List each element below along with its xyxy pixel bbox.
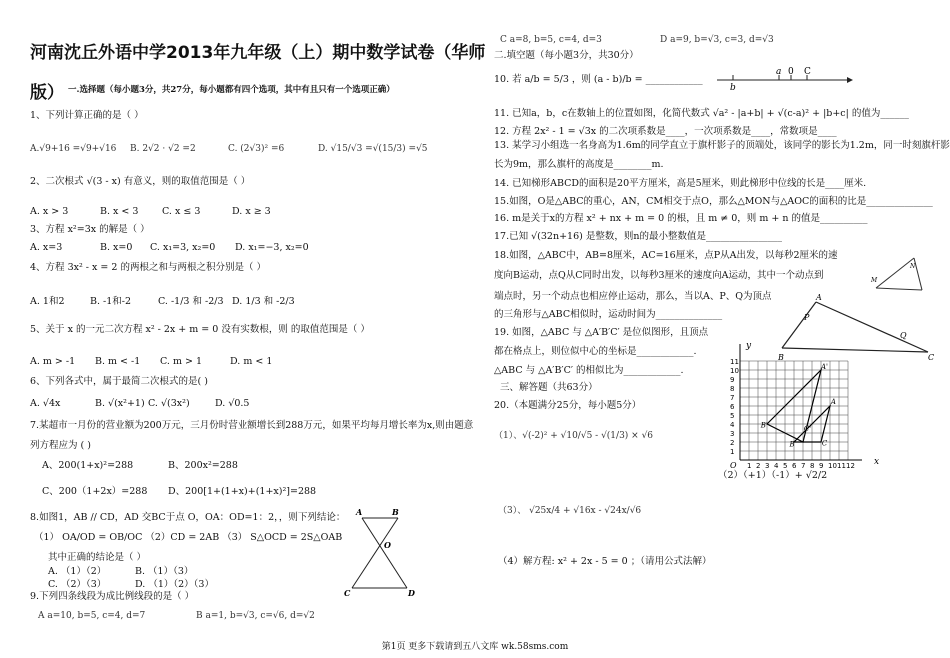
q2-stem: 2、二次根式 √(3 - x) 有意义，则的取值范围是（ ） [30, 176, 251, 187]
q16-text: 16. m是关于x的方程 x² + nx + m = 0 的根，且 m ≠ 0，则 m + n 的值是__________ [494, 213, 868, 224]
grid-xtick: 10 [828, 462, 837, 470]
q1-option-a: A.√9+16 =√9+√16 [30, 144, 117, 154]
section2-heading: 二.填空题（每小题3分，共30分） [494, 50, 639, 61]
q8-label-c: C [344, 588, 351, 598]
section1-heading: 一.选择题（每小题3分，共27分，每小题都有四个选项，其中有且只有一个选项正确） [68, 85, 395, 95]
grid-label-a-prime: A' [821, 363, 828, 372]
grid-origin: O [730, 461, 737, 470]
q20-part1: （1）、√(-2)² + √10/√5 - √(1/3) × √6 [494, 431, 654, 441]
grid-label-b: B [789, 440, 795, 449]
axis-label-a: a [776, 67, 782, 77]
grid-ylabel: y [746, 341, 752, 351]
q1-stem: 1、下列计算正确的是（ ） [30, 110, 144, 121]
q2-option-d: D. x ≥ 3 [232, 206, 271, 217]
q4-option-d: D. 1/3 和 -2/3 [232, 296, 295, 307]
q8-figure [340, 508, 430, 600]
axis-label-o: 0 [788, 67, 794, 77]
q9-option-b: B a=1, b=√3, c=√6, d=√2 [196, 611, 315, 621]
q7-option-c: C、200（1+2x）=288 [42, 486, 148, 497]
q8-option-b: B. （1）（3） [135, 566, 194, 577]
q14-text: 14. 已知梯形ABCD的面积是20平方厘米，高是5厘米，则此梯形中位线的长是____厘米. [494, 178, 867, 189]
q17-text: 17.已知 √(32n+16) 是整数，则n的最小整数值是________________ [494, 231, 782, 242]
q5-option-b: B. m < -1 [95, 356, 141, 367]
q19-grid-figure [722, 340, 882, 470]
grid-xtick: 9 [819, 462, 824, 470]
q18-label-p: P [804, 313, 810, 322]
q8-label-o: O [384, 540, 391, 550]
q8-label-a: A [356, 508, 363, 517]
q18-text-4: 的三角形与△ABC相似时，运动时间为______________ [494, 309, 723, 320]
q5-stem: 5、关于 x 的一元二次方程 x² - 2x + m = 0 没有实数根，则 的取值范围是（ ） [30, 324, 370, 335]
q11-text: 11. 已知a，b，c在数轴上的位置如图，化简代数式 √a² - |a+b| + √(c-a)² + |b+c| 的值为______ [494, 108, 909, 119]
q18-text-3: 端点时，另一个动点也相应停止运动，那么，当以A、P、Q为顶点 [494, 291, 772, 302]
grid-xlabel: x [874, 457, 880, 467]
q18-label-a: A [816, 293, 822, 302]
grid-label-a: A [830, 398, 836, 407]
grid-ytick: 2 [730, 439, 735, 447]
q15-text: 15.如图，O是△ABC的重心，AN，CM相交于点O，那么△MON与△AOC的面积的比是______________ [494, 196, 933, 207]
grid-ytick: 4 [730, 421, 735, 429]
q15-label-m: M [871, 277, 878, 284]
grid-xtick: 8 [810, 462, 815, 470]
q19-text: 19. 如图，△ABC 与 △A′B′C′ 是位似图形，且顶点 [494, 327, 709, 338]
q8-option-c: C. （2）（3） [48, 579, 107, 590]
q18-label-q: Q [900, 331, 907, 340]
q19-text-3: △ABC 与 △A′B′C′ 的相似比为____________. [494, 365, 684, 376]
q9-option-d: D a=9, b=√3, c=3, d=√3 [660, 35, 774, 45]
q15-figure [866, 254, 926, 294]
q7-option-d: D、200[1+(1+x)+(1+x)²]=288 [168, 486, 317, 497]
q6-option-d: D. √0.5 [215, 398, 250, 409]
q13-text-cont: 长为9m，那么旗杆的高度是________m. [494, 159, 664, 170]
q6-option-b: B. √(x²+1) [95, 398, 145, 409]
grid-ytick: 1 [730, 448, 735, 456]
q20-part2: （2）（+1）（-1）+ √2/2 [718, 470, 828, 481]
q4-option-b: B. -1和-2 [90, 296, 132, 307]
q1-option-b: B. 2√2 · √2 =2 [130, 144, 196, 154]
q18-text-2: 度向B运动，点Q从C同时出发，以每秒3厘米的速度向A运动，其中一个动点到 [494, 270, 824, 281]
q9-option-a: A a=10, b=5, c=4, d=7 [38, 611, 146, 621]
q8-option-d: D. （1）（2）（3） [135, 579, 214, 590]
grid-xtick: 5 [783, 462, 788, 470]
q18-label-c: C [928, 353, 935, 362]
q18-label-b: B [778, 353, 784, 362]
q4-stem: 4、方程 3x² - x = 2 的两根之和与两根之积分别是（ ） [30, 262, 266, 273]
grid-xtick: 7 [801, 462, 806, 470]
grid-xtick: 1 [747, 462, 752, 470]
q3-option-c: C. x₁=3, x₂=0 [150, 242, 216, 253]
q8-label-d: D [408, 588, 415, 598]
grid-ytick: 9 [730, 376, 735, 384]
q7-stem-cont: 列方程应为 ( ) [30, 440, 91, 451]
grid-ytick: 8 [730, 385, 735, 393]
q8-option-a: A. （1）（2） [48, 566, 107, 577]
axis-label-b: b [730, 83, 736, 92]
q2-option-a: A. x > 3 [30, 206, 69, 217]
grid-xtick: 3 [765, 462, 770, 470]
q11-number-line [715, 66, 855, 92]
q3-option-b: B. x=0 [100, 242, 133, 253]
page-title: 河南沈丘外语中学2013年九年级（上）期中数学试卷（华师 [30, 43, 486, 63]
q7-option-a: A、200(1+x)²=288 [42, 460, 134, 471]
grid-xtick: 2 [756, 462, 761, 470]
grid-ytick: 5 [730, 412, 735, 420]
q5-option-a: A. m > -1 [30, 356, 76, 367]
q19-text-2: 都在格点上，则位似中心的坐标是____________. [494, 346, 697, 357]
grid-xtick: 11 [837, 462, 846, 470]
q6-stem: 6、下列各式中，属于最简二次根式的是( ) [30, 376, 208, 387]
q4-option-a: A. 1和2 [30, 296, 65, 307]
q6-option-c: C. √(3x²) [148, 398, 190, 409]
q9-stem: 9.下列四条线段为成比例线段的是（ ） [30, 591, 195, 602]
q20-part4: （4）解方程: x² + 2x - 5 = 0 ；（请用公式法解） [498, 556, 712, 567]
page-title-cont: 版） [30, 83, 64, 103]
grid-xtick: 4 [774, 462, 779, 470]
grid-ytick: 6 [730, 403, 735, 411]
q8-items: （1） OA/OD = OB/OC （2）CD = 2AB （3） S△OCD = 2S△OAB [34, 532, 343, 543]
q1-option-d: D. √15/√3 =√(15/3) =√5 [318, 144, 428, 154]
q15-label-n: N [910, 263, 916, 270]
q13-text: 13. 某学习小组选一名身高为1.6m的同学直立于旗杆影子的顶端处，该同学的影长为1.2m，同一时刻旗杆影 [494, 140, 950, 151]
grid-ytick: 7 [730, 394, 735, 402]
grid-ytick: 11 [730, 358, 739, 366]
q9-option-c: C a=8, b=5, c=4, d=3 [500, 35, 602, 45]
q20-heading: 20.（本题满分25分，每小题5分） [494, 400, 642, 411]
q7-stem: 7.某超市一月份的营业额为200万元，三月份时营业额增长到288万元，如果平均每月增长率为x,则由题意 [30, 420, 474, 431]
q12-text: 12. 方程 2x² - 1 = √3x 的二次项系数是____，一次项系数是____，常数项是____ [494, 126, 837, 137]
grid-ytick: 3 [730, 430, 735, 438]
q3-stem: 3、方程 x²=3x 的解是（ ） [30, 224, 150, 235]
q8-note: 其中正确的结论是（ ） [48, 552, 147, 563]
q1-option-c: C. (2√3)² =6 [228, 144, 285, 154]
grid-label-c: C [821, 439, 828, 448]
axis-label-c: C [804, 67, 811, 77]
q7-option-b: B、200x²=288 [168, 460, 238, 471]
grid-label-b-prime: B' [760, 421, 768, 430]
q8-stem: 8.如图1，AB // CD，AD 交BC于点 O，OA：OD=1：2，，则下列结论： [30, 512, 346, 523]
q2-option-c: C. x ≤ 3 [162, 206, 201, 217]
q8-label-b: B [392, 508, 399, 517]
q3-option-a: A. x=3 [30, 242, 63, 253]
grid-label-c-prime: C' [803, 425, 812, 434]
q3-option-d: D. x₁=−3, x₂=0 [235, 242, 309, 253]
section3-heading: 三、解答题（共63分） [500, 382, 598, 393]
q5-option-d: D. m < 1 [230, 356, 273, 367]
grid-ytick: 10 [730, 367, 739, 375]
page-footer: 第1页 更多下载请到五八文库 wk.58sms.com [381, 642, 569, 652]
grid-xtick: 6 [792, 462, 797, 470]
grid-xtick: 12 [846, 462, 855, 470]
q5-option-c: C. m > 1 [160, 356, 203, 367]
q4-option-c: C. -1/3 和 -2/3 [158, 296, 224, 307]
q20-part3: （3）、 √25x/4 + √16x - √24x/√6 [498, 506, 642, 516]
q2-option-b: B. x < 3 [100, 206, 139, 217]
q6-option-a: A. √4x [30, 398, 61, 409]
q18-text: 18.如图，△ABC中，AB=8厘米，AC=16厘米，点P从A出发，以每秒2厘米的速 [494, 250, 838, 261]
q10-text: 10. 若 a/b = 5/3 ，则 (a - b)/b = ____________ [494, 74, 703, 85]
